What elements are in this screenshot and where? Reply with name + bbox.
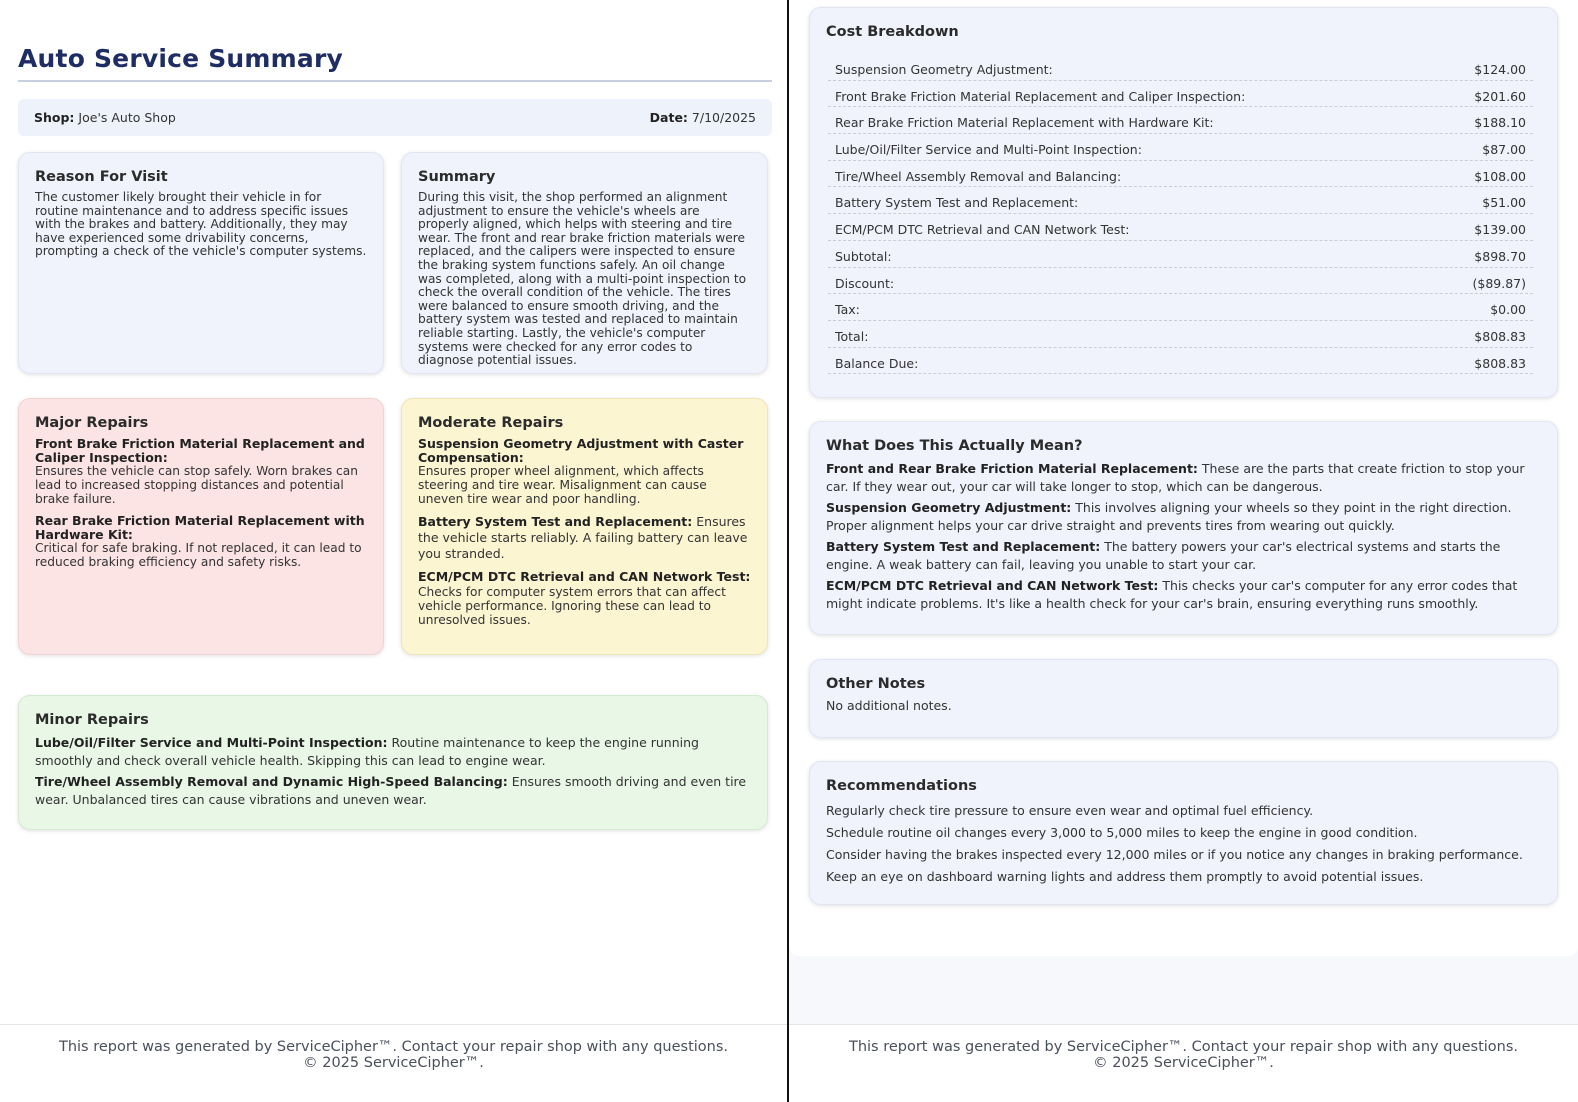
recommendation-item: Keep an eye on dashboard warning lights and address them promptly to avoid potential issues. — [826, 869, 1424, 884]
major-repairs-card — [18, 398, 384, 655]
footer-copyright: © 2025 ServiceCipher™. — [1093, 1055, 1274, 1071]
page-title: Auto Service Summary — [18, 44, 344, 73]
right-page — [789, 0, 1578, 1102]
cost-amount: $87.00 — [1482, 142, 1526, 158]
repair-description: Ensures the vehicle starts reliably. A failing battery can leave you stranded. — [418, 514, 748, 562]
recommendation-item: Schedule routine oil changes every 3,000 to 5,000 miles to keep the engine in good condition. — [826, 825, 1418, 840]
repair-title: Suspension Geometry Adjustment with Caster Compensation: — [418, 436, 744, 465]
cost-amount: $808.83 — [1474, 328, 1526, 344]
cost-table — [826, 54, 1541, 374]
meaning-item — [826, 577, 1541, 612]
cost-row — [828, 214, 1533, 241]
other-notes-card — [809, 659, 1558, 738]
recommendations-heading: Recommendations — [826, 778, 977, 794]
cost-row — [828, 81, 1533, 108]
cost-amount: ($89.87) — [1472, 275, 1526, 291]
cost-label: Tire/Wheel Assembly Removal and Balancing: — [835, 168, 1122, 184]
cost-row — [828, 187, 1533, 214]
cost-label: Lube/Oil/Filter Service and Multi-Point Inspection: — [835, 142, 1142, 158]
meaning-description: These are the parts that create friction to stop your car. If they wear out, your car will take longer to stop, which can be dangerous. — [826, 461, 1525, 494]
meaning-heading: What Does This Actually Mean? — [826, 438, 1083, 454]
recommendation-item: Consider having the brakes inspected every 12,000 miles or if you notice any changes in braking performance. — [826, 847, 1523, 862]
recommendation-item: Regularly check tire pressure to ensure even wear and optimal fuel efficiency. — [826, 803, 1314, 818]
cost-label: Battery System Test and Replacement: — [835, 195, 1079, 211]
cost-label: Discount: — [835, 275, 895, 291]
notes-text: No additional notes. — [826, 698, 952, 713]
major-repair-item — [35, 514, 367, 570]
summary-card — [401, 152, 768, 374]
cost-label: ECM/PCM DTC Retrieval and CAN Network Test: — [835, 222, 1130, 238]
shop-name: Joe's Auto Shop — [78, 110, 176, 125]
meaning-item — [826, 460, 1541, 495]
moderate-repair-item — [418, 570, 751, 627]
reason-for-visit-card — [18, 152, 384, 374]
summary-text: During this visit, the shop performed an alignment adjustment to ensure the vehicle's wheels are properly aligned, which helps with steering and tire wear. The front and rear brake friction materials were replaced, and the calipers were inspected to ensure the braking system functions safely. An oil change was completed, along with a multi-point inspection to check the overall condition of the vehicle. The tires were balanced to ensure smooth driving, and the battery system was tested and replaced to maintain reliable starting. Lastly, the vehicle's computer systems were checked for any error codes to diagnose potential issues. — [418, 190, 747, 368]
cost-amount: $898.70 — [1474, 248, 1526, 264]
recommendations-card — [809, 761, 1558, 905]
meaning-title: Suspension Geometry Adjustment: — [826, 500, 1072, 515]
cost-row — [828, 134, 1533, 161]
repair-description: Routine maintenance to keep the engine running smoothly and check overall vehicle health. Skipping this can lead to engine wear. — [35, 735, 699, 768]
repair-title: ECM/PCM DTC Retrieval and CAN Network Test: — [418, 569, 751, 585]
cost-heading: Cost Breakdown — [826, 24, 959, 40]
cost-row — [828, 107, 1533, 134]
meaning-description: This checks your car's computer for any error codes that might indicate problems. It's like a health check for your car's brain, ensuring everything runs smoothly. — [826, 578, 1518, 611]
footer-line: This report was generated by ServiceCipher™. Contact your repair shop with any questions. — [58, 1039, 729, 1055]
major-repair-item — [35, 437, 367, 506]
cost-breakdown-card — [809, 7, 1558, 398]
repair-title: Rear Brake Friction Material Replacement with Hardware Kit: — [35, 513, 365, 543]
report-footer — [789, 1024, 1578, 1102]
cost-amount: $124.00 — [1474, 62, 1526, 77]
balance-due-row — [828, 348, 1533, 375]
meaning-title: Front and Rear Brake Friction Material Replacement: — [826, 461, 1198, 476]
cost-label: Tax: — [835, 302, 860, 318]
notes-heading: Other Notes — [826, 676, 926, 692]
cost-amount: $808.83 — [1474, 355, 1526, 371]
repair-description: Ensures proper wheel alignment, which affects steering and tire wear. Misalignment can cause uneven tire wear and poor handling. — [418, 464, 707, 506]
repair-title: Lube/Oil/Filter Service and Multi-Point Inspection: — [35, 735, 388, 750]
minor-repairs-card — [18, 695, 768, 830]
summary-heading: Summary — [418, 169, 496, 185]
cost-row — [828, 54, 1533, 81]
moderate-heading: Moderate Repairs — [418, 415, 564, 431]
minor-heading: Minor Repairs — [35, 712, 149, 728]
meaning-title: ECM/PCM DTC Retrieval and CAN Network Test: — [826, 578, 1159, 593]
date-value: 7/10/2025 — [691, 110, 756, 125]
meaning-item — [826, 538, 1541, 573]
cost-amount: $0.00 — [1490, 302, 1526, 318]
meaning-title: Battery System Test and Replacement: — [826, 539, 1101, 554]
reason-text: The customer likely brought their vehicle in for routine maintenance and to address specific issues with the brakes and battery. Additionally, they may have experienced some drivability concerns, prompting a check of the vehicle's computer systems. — [35, 190, 367, 259]
report-footer — [0, 1024, 787, 1102]
major-heading: Major Repairs — [35, 415, 149, 431]
cost-amount: $139.00 — [1474, 222, 1526, 238]
meaning-item — [826, 499, 1541, 534]
cost-label: Balance Due: — [835, 355, 919, 371]
moderate-repair-item — [418, 514, 751, 562]
cost-amount: $201.60 — [1474, 88, 1526, 104]
shop-info — [34, 110, 176, 125]
cost-amount: $188.10 — [1474, 115, 1526, 131]
moderate-repair-item — [418, 437, 751, 506]
total-row — [828, 321, 1533, 348]
repair-description: Critical for safe braking. If not replaced, it can lead to reduced braking efficiency and safety risks. — [35, 541, 362, 570]
cost-label: Total: — [835, 328, 869, 344]
cost-amount: $51.00 — [1482, 195, 1526, 211]
shop-label: Shop: — [34, 110, 75, 125]
moderate-repairs-card — [401, 398, 768, 655]
cost-row — [828, 161, 1533, 188]
cost-label: Rear Brake Friction Material Replacement with Hardware Kit: — [835, 115, 1214, 131]
repair-title: Battery System Test and Replacement: — [418, 514, 693, 530]
date-info — [650, 110, 756, 125]
repair-description: Checks for computer system errors that can affect vehicle performance. Ignoring these can lead to unresolved issues. — [418, 585, 726, 627]
repair-title: Tire/Wheel Assembly Removal and Dynamic High-Speed Balancing: — [35, 774, 508, 789]
cost-label: Subtotal: — [835, 248, 892, 264]
left-page — [0, 0, 788, 1102]
minor-repair-item — [35, 734, 751, 769]
cost-amount: $108.00 — [1474, 168, 1526, 184]
subtotal-row — [828, 241, 1533, 268]
meaning-description: This involves aligning your wheels so they point in the right direction. Proper alignment helps your car drive straight and prevents tires from wearing out quickly. — [826, 500, 1512, 533]
repair-description: Ensures smooth driving and even tire wear. Unbalanced tires can cause vibrations and uneven wear. — [35, 774, 747, 807]
footer-copyright: © 2025 ServiceCipher™. — [303, 1055, 484, 1071]
repair-title: Front Brake Friction Material Replacement and Caliper Inspection: — [35, 436, 365, 465]
what-it-means-card — [809, 421, 1558, 635]
reason-heading: Reason For Visit — [35, 169, 168, 185]
meaning-description: The battery powers your car's electrical systems and starts the engine. A weak battery can fail, leaving you unable to start your car. — [826, 539, 1501, 572]
title-divider — [18, 80, 772, 82]
shop-info-bar — [18, 99, 772, 136]
date-label: Date: — [649, 110, 688, 125]
repair-description: Ensures the vehicle can stop safely. Worn brakes can lead to increased stopping distances and potential brake failure. — [35, 464, 358, 506]
footer-line: This report was generated by ServiceCipher™. Contact your repair shop with any questions. — [848, 1039, 1519, 1055]
tax-row — [828, 294, 1533, 321]
minor-repair-item — [35, 773, 751, 808]
cost-label: Front Brake Friction Material Replacement and Caliper Inspection: — [835, 88, 1246, 104]
discount-row — [828, 268, 1533, 295]
cost-label: Suspension Geometry Adjustment: — [835, 62, 1053, 77]
